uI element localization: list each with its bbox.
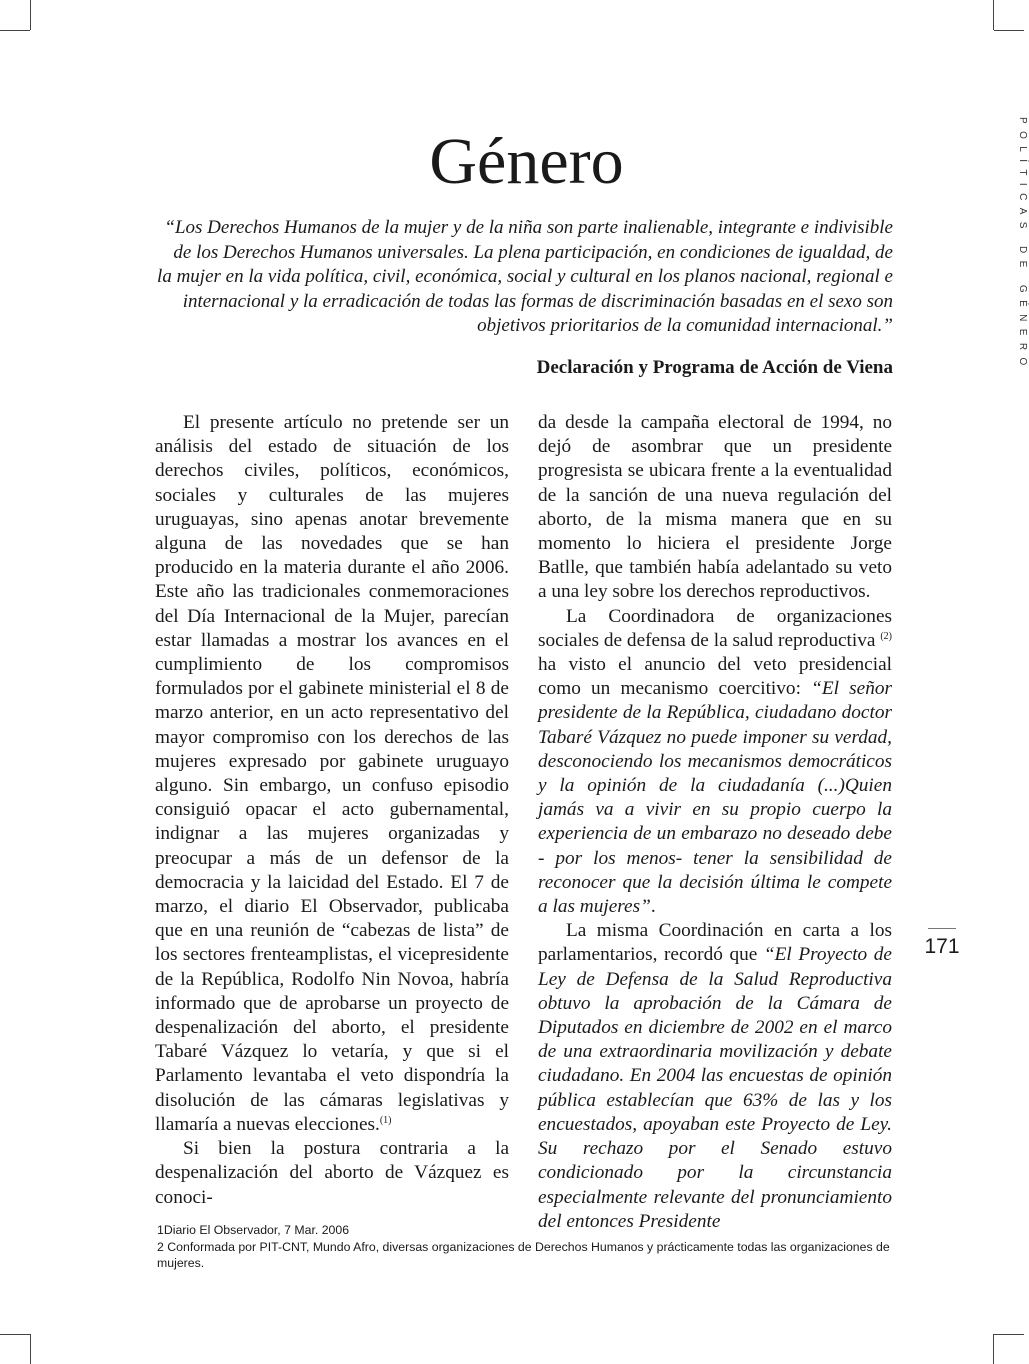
paragraph-text: El presente artículo no pretende ser un análisis del estado de situación de los derechos civiles, políticos, económicos, sociales y culturales de las mujeres uruguayas, sino apenas anotar brevemente alguna de las novedades que se han producido en la materia durante el año 2006. Este año las tradicionales conmemoraciones del Día Internacional de la Mujer, parecían estar llamadas a mostrar los avances en el cumplimiento de los compromisos formulados por el gabinete ministerial el 8 de marzo anterior, en un acto representativo del mayor compromiso con los derechos de las mujeres expresado por gabinete uruguayo alguno. Sin embargo, un confuso episodio consiguió opacar el acto gubernamental, indignar a las mujeres organizadas y preocupar a más de un defensor de la democracia y la laicidad del Estado. El 7 de marzo, el diario El Observador, publicaba que en una reunión de “cabezas de lista” de los sectores frenteamplistas, el vicepresidente de la República, Rodolfo Nin Novoa, habría informado que de aprobarse un proyecto de despenalización del aborto, el presidente Tabaré Vázquez lo vetaría, y que si el Parlamento levantaba el veto dispondría la disolución de las cámaras legislativas y llamaría a nuevas elecciones. xyxy=(155,412,509,1135)
crop-mark-bottom-right-h xyxy=(994,1334,1024,1335)
footnote-ref: (1) xyxy=(379,1114,392,1126)
page-number: 171 xyxy=(924,935,960,958)
crop-mark-top-right-v xyxy=(993,0,994,30)
body-paragraph xyxy=(538,919,892,1234)
crop-mark-bottom-left-v xyxy=(30,1334,31,1364)
paragraph-text: . xyxy=(650,896,656,918)
page-title: Género xyxy=(429,125,624,198)
crop-mark-bottom-right-v xyxy=(993,1334,994,1364)
footnote-ref: (2) xyxy=(880,630,892,642)
body-paragraph: Si bien la postura contraria a la despenalización del aborto de Vázquez es conoci- xyxy=(155,1138,509,1208)
paragraph-text: La Coordinadora de organizaciones sociales de defensa de la salud reproductiva xyxy=(538,605,892,651)
footnotes xyxy=(157,1222,897,1272)
footnote: 1Diario El Observador, 7 Mar. 2006 xyxy=(157,1223,350,1237)
paragraph-text: La misma Coordinación en carta a los parlamentarios, recordó que xyxy=(538,920,892,966)
epigraph-quote: “Los Derechos Humanos de la mujer y de la niña son parte inalienable, integrante e indivisible de los Derechos Humanos universales. La plena participación, en condiciones de igualdad, de la mujer en la vida política, civil, económica, social y cultural en los planos nacional, regional e internacional y la erradicación de todas las formas de discriminación basadas en el sexo son objetivos prioritarios de la comunidad internacional.” xyxy=(157,217,893,337)
crop-mark-top-left-h xyxy=(0,30,30,31)
footnote: 2 Conformada por PIT-CNT, Mundo Afro, diversas organizaciones de Derechos Humanos y prácticamente todas las organizaciones de mujeres. xyxy=(157,1239,890,1270)
crop-mark-top-right-h xyxy=(994,30,1024,31)
page-number-rule xyxy=(928,928,956,929)
left-column xyxy=(155,411,509,1210)
body-paragraph xyxy=(155,411,509,1137)
paragraph-text: ha visto el anuncio del veto presidencial como un mecanismo coercitivo: xyxy=(538,654,892,700)
crop-mark-top-left-v xyxy=(30,0,31,30)
body-paragraph: da desde la campaña electoral de 1994, no dejó de asombrar que un presidente progresista se ubicara frente a la eventualidad de la sanción de una nueva regulación del aborto, de la misma manera que en su momento lo hiciera el presidente Jorge Batlle, que también había adelantado su veto a una ley sobre los derechos reproductivos. xyxy=(538,412,892,603)
section-side-label: POLÍTICAS DE GÉNERO xyxy=(1017,117,1028,373)
body-paragraph xyxy=(538,605,892,920)
quoted-text: “El Proyecto de Ley de Defensa de la Salud Reproductiva obtuvo la aprobación de la Cámara de Diputados en diciembre de 2002 en el marco de una extraordinaria movilización y debate ciudadano. En 2004 las encuestas de opinión pública establecían que 63% de las y los encuestados, apoyaban este Proyecto de Ley. Su rechazo por el Senado estuvo condicionado por la circunstancia especialmente relevante del pronunciamiento del entonces Presidente xyxy=(538,944,892,1232)
right-column xyxy=(538,411,892,1234)
epigraph-source: Declaración y Programa de Acción de Viena xyxy=(536,357,893,378)
crop-mark-bottom-left-h xyxy=(0,1334,30,1335)
quoted-text: “El señor presidente de la República, ciudadano doctor Tabaré Vázquez no puede imponer su verdad, desconociendo los mecanismos democráticos y la opinión de la ciudadanía (...)Quien jamás va a vivir en su propio cuerpo la experiencia de un embarazo no deseado debe - por los menos- tener la sensibilidad de reconocer que la decisión última le compete a las mujeres” xyxy=(538,678,892,918)
